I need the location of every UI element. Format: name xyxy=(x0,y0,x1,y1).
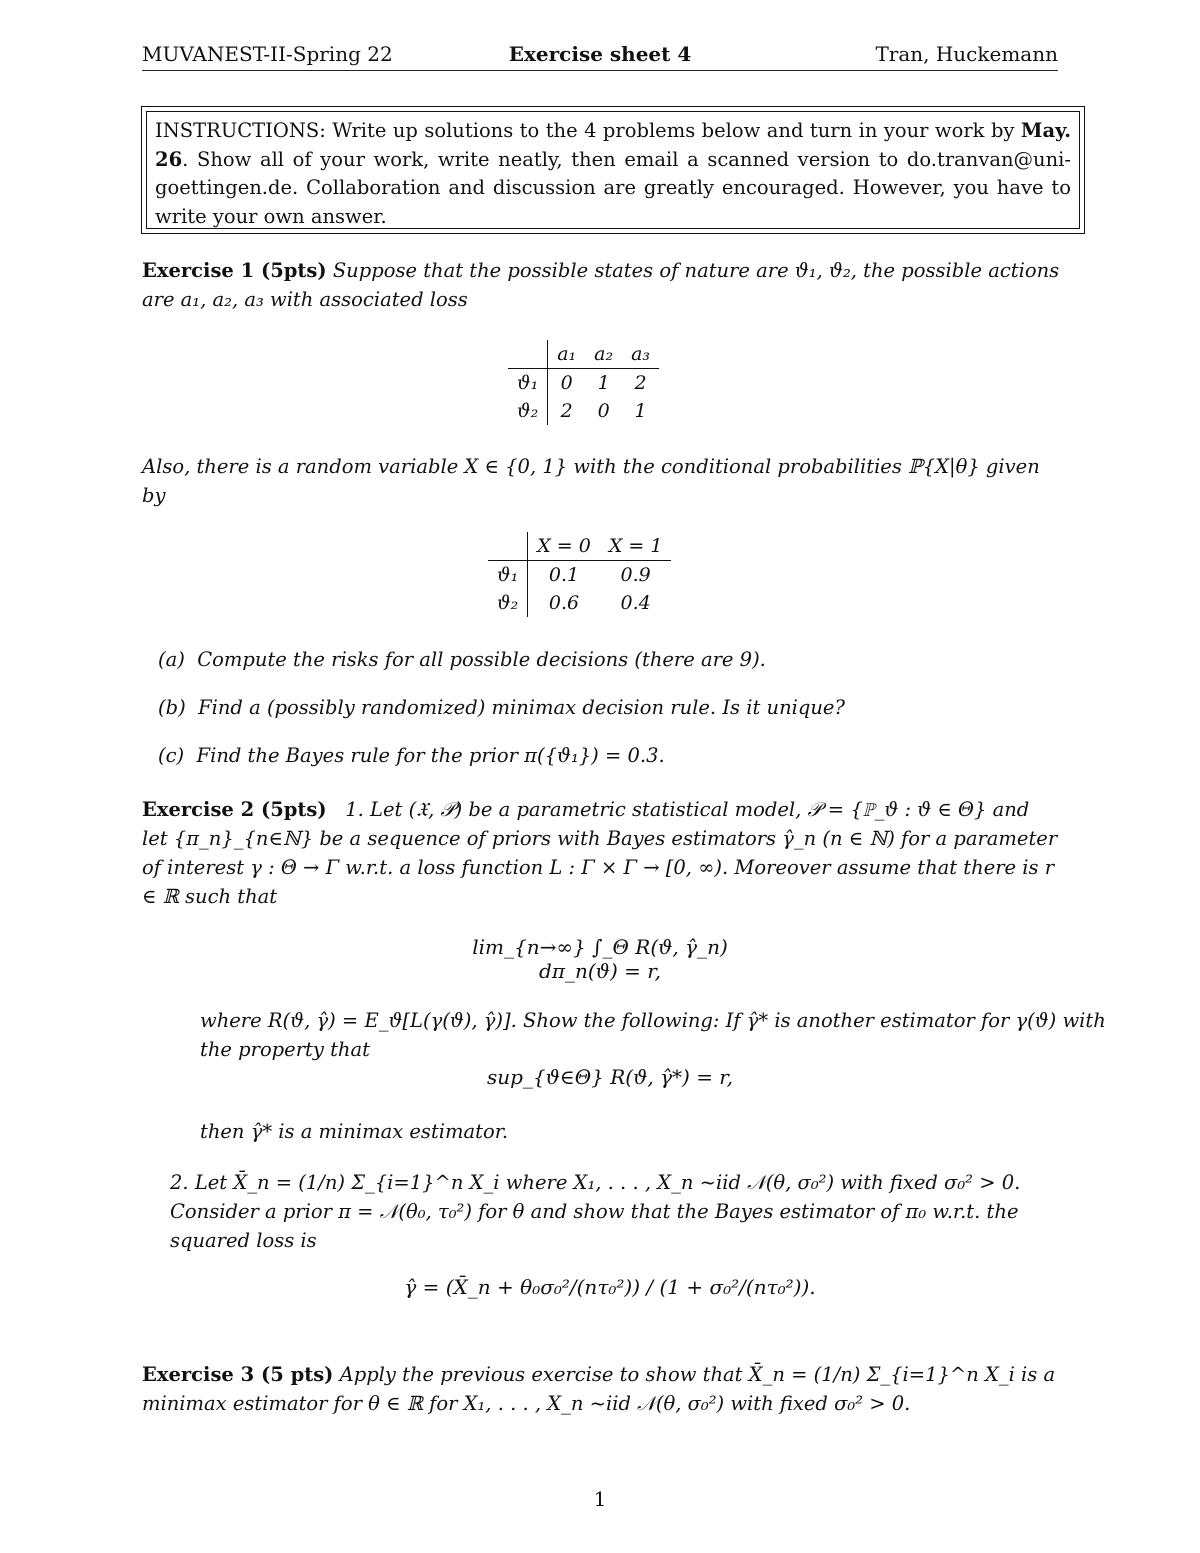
part-label: (c) xyxy=(158,744,185,767)
prob-row-label: ϑ₂ xyxy=(488,589,528,617)
instructions-box xyxy=(141,106,1085,234)
page-header xyxy=(142,40,1058,71)
exercise-1-part-b xyxy=(158,693,1076,722)
exercise-2-p1-text3: then γ̂* is a minimax estimator. xyxy=(200,1120,509,1143)
exercise-2-part-2 xyxy=(142,1168,1060,1255)
part-text: Find a (possibly randomized) minimax decision rule. Is it unique? xyxy=(198,696,845,719)
exercise-1-also: Also, there is a random variable X ∈ {0, 1} with the conditional probabilities ℙ{X|θ} given by xyxy=(142,455,1040,507)
loss-cell: 2 xyxy=(634,372,647,394)
exercise-3 xyxy=(142,1360,1060,1418)
exercise-2-p1-label: 1. xyxy=(345,798,364,821)
prob-col: X = 1 xyxy=(600,532,672,561)
exercise-1-title: Exercise 1 (5pts) xyxy=(142,259,327,282)
prob-cell: 0.9 xyxy=(620,564,651,586)
prob-cell: 0.4 xyxy=(620,592,651,614)
header-authors: Tran, Huckemann xyxy=(875,42,1058,66)
prob-col: X = 0 xyxy=(528,532,600,561)
prob-table-corner xyxy=(488,532,528,561)
loss-col-a2: a₂ xyxy=(585,340,622,369)
exercise-3-text: Apply the previous exercise to show that X̄_n = (1/n) Σ_{i=1}^n X_i is a minimax estimator for θ ∈ ℝ for X₁, . . . , X_n ~iid 𝒩(θ, σ₀²) with fixed σ₀² > 0. xyxy=(142,1363,1056,1415)
instructions-text xyxy=(146,111,1080,229)
equation-limit: lim_{n→∞} ∫_Θ R(ϑ, γ̂_n) dπ_n(ϑ) = r, xyxy=(472,935,728,983)
part-text: Find the Bayes rule for the prior π({ϑ₁}) = 0.3. xyxy=(196,744,665,767)
loss-table-corner xyxy=(508,340,548,369)
exercise-2-p2-text: Let X̄_n = (1/n) Σ_{i=1}^n X_i where X₁, . . . , X_n ~iid 𝒩(θ, σ₀²) with fixed σ₀² > 0. Consider a prior π = 𝒩(θ₀, τ₀²) for θ and show that the Bayes estimator of π₀ w.r.t. the squared loss is xyxy=(170,1171,1021,1252)
prob-cell: 0.1 xyxy=(548,564,580,586)
exercise-1-intro-text: Suppose that the possible states of nature are ϑ₁, ϑ₂, the possible actions are a₁, a₂, a₃ with associated loss xyxy=(142,259,1060,311)
exercise-1-part-c xyxy=(158,741,1076,770)
probability-table xyxy=(488,532,671,617)
instructions-deadline: May. 26 xyxy=(155,119,1071,171)
instructions-text-a: Write up solutions to the 4 problems below and turn in your work by xyxy=(325,119,1021,142)
header-title: Exercise sheet 4 xyxy=(508,42,692,66)
equation-sup: sup_{ϑ∈Θ} R(ϑ, γ̂*) = r, xyxy=(486,1065,734,1089)
part-text: Compute the risks for all possible decisions (there are 9). xyxy=(197,648,766,671)
loss-col-a1: a₁ xyxy=(548,340,585,369)
loss-row-label: ϑ₂ xyxy=(508,397,548,425)
part-label: (a) xyxy=(158,648,185,671)
loss-cell: 0 xyxy=(597,400,610,422)
loss-cell: 0 xyxy=(560,372,573,394)
part-label: (b) xyxy=(158,696,186,719)
exercise-1-part-a xyxy=(158,645,1076,674)
instructions-text-b: . Show all of your work, write neatly, then email a scanned version to do.tranvan@uni-goettingen.de. Collaboration and discussion are greatly encouraged. However, you have to write your own answer. xyxy=(155,147,1071,228)
loss-col-a3: a₃ xyxy=(622,340,659,369)
header-course: MUVANEST-II-Spring 22 xyxy=(142,42,393,66)
loss-cell: 2 xyxy=(560,400,573,422)
exercise-3-title: Exercise 3 (5 pts) xyxy=(142,1363,334,1386)
loss-cell: 1 xyxy=(597,372,610,394)
prob-cell: 0.6 xyxy=(548,592,580,614)
instructions-label: INSTRUCTIONS: xyxy=(155,119,326,142)
page-number: 1 xyxy=(593,1487,607,1511)
loss-cell: 1 xyxy=(634,400,647,422)
exercise-1-intro xyxy=(142,256,1060,314)
exercise-2-p1-text2: where R(ϑ, γ̂) = E_ϑ[L(γ(ϑ), γ̂)]. Show the following: If γ̂* is another estimator for γ(ϑ) with the property that xyxy=(200,1009,1106,1061)
equation-bayes-estimator: γ̂ = (X̄_n + θ₀σ₀²/(nτ₀²)) / (1 + σ₀²/(nτ₀²)). xyxy=(404,1275,816,1299)
exercise-2-p1-text: Let (𝔛, 𝒫) be a parametric statistical model, 𝒫 = {ℙ_ϑ : ϑ ∈ Θ} and let {π_n}_{n∈ℕ} be a sequence of priors with Bayes estimators γ̂_n (n ∈ ℕ) for a parameter of interest γ : Θ → Γ w.r.t. a loss function L : Γ × Γ → [0, ∞). Moreover assume that there is r ∈ ℝ such that xyxy=(142,798,1058,908)
exercise-2-part-1 xyxy=(142,795,1060,911)
loss-table xyxy=(508,340,659,425)
exercise-2-title: Exercise 2 (5pts) xyxy=(142,798,327,821)
loss-row-label: ϑ₁ xyxy=(508,369,548,398)
prob-row-label: ϑ₁ xyxy=(488,561,528,590)
exercise-2-p2-label: 2. xyxy=(170,1171,189,1194)
